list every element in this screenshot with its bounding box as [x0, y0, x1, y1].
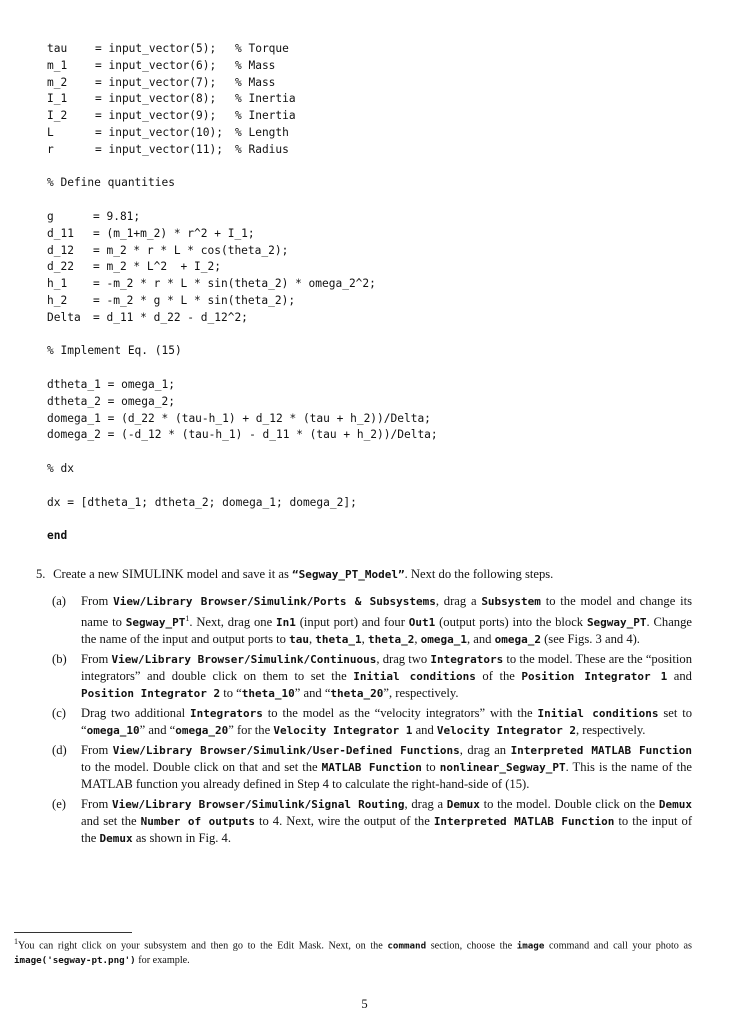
code-line: domega_1 = (d_22 * (tau-h_1) + d_12 * (tau + h_2))/Delta; [47, 411, 431, 425]
code-line: Delta = d_11 * d_22 - d_12^2; [47, 310, 248, 324]
code-line: I_2 = input_vector(9); % Inertia [47, 109, 296, 123]
footnote-ref: 1 [185, 614, 190, 623]
matlab-code-block [47, 41, 687, 545]
substep-e: (e) From View/Library Browser/Simulink/Signal Routing, drag a Demux to the model. Double click on the Demux and set the Number of outputs to 4. Next, wire the output of the Interpreted MATLAB Function to the input of the Demux as shown in Fig. 4. [52, 797, 693, 846]
code-line: domega_2 = (-d_12 * (tau-h_1) - d_11 * (tau + h_2))/Delta; [47, 428, 438, 442]
code-line: L = input_vector(10); % Length [47, 125, 289, 139]
code-line: d_11 = (m_1+m_2) * r^2 + I_1; [47, 226, 255, 240]
step-5: 5. Create a new SIMULINK model and save it as “Segway_PT_Model”. Next do the following steps. [36, 567, 554, 581]
code-end: end [47, 529, 68, 543]
code-line: m_1 = input_vector(6); % Mass [47, 58, 276, 72]
code-line: d_22 = m_2 * L^2 + I_2; [47, 260, 221, 274]
instructions [36, 566, 692, 850]
substep-c: (c) Drag two additional Integrators to the model as the “velocity integrators” with the Initial conditions set to “omega_10” and “omega_20” for the Velocity Integrator 1 and Velocity Integrator 2, respectively. [52, 706, 692, 738]
code-comment: % dx [47, 461, 74, 475]
code-comment: % Define quantities [47, 176, 175, 190]
code-line: d_12 = m_2 * r * L * cos(theta_2); [47, 243, 289, 257]
code-line: r = input_vector(11); % Radius [47, 142, 289, 156]
code-comment: % Implement Eq. (15) [47, 344, 182, 358]
substep-d: (d) From View/Library Browser/Simulink/User-Defined Functions, drag an Interpreted MATLAB Function to the model. Double click on that and set the MATLAB Function to nonlinear_Segway_PT. This is the name of the MATLAB function you already defined in Step 4 to calculate the right-hand-side of (15). [52, 743, 692, 792]
code-line: dx = [dtheta_1; dtheta_2; domega_1; domega_2]; [47, 495, 357, 509]
code-line: dtheta_2 = omega_2; [47, 394, 175, 408]
code-line: tau = input_vector(5); % Torque [47, 42, 289, 55]
code-line: m_2 = input_vector(7); % Mass [47, 75, 276, 89]
code-line: h_2 = -m_2 * g * L * sin(theta_2); [47, 293, 296, 307]
code-line: h_1 = -m_2 * r * L * sin(theta_2) * omega_2^2; [47, 277, 376, 291]
substep-a: (a) From View/Library Browser/Simulink/Ports & Subsystems, drag a Subsystem to the model and change its name to $Segway\_PT^1$. Next, drag one In1 (input port) and four Out1 (output ports) into the block Segway_PT. Change the name of the input and output ports to tau, theta_1, theta_2, omega_1, and omega_2 (see Figs. 3 and 4). [52, 594, 692, 647]
code-line: dtheta_1 = omega_1; [47, 377, 175, 391]
substep-b: (b) From View/Library Browser/Simulink/Continuous, drag two Integrators to the model. These are the “position integrators” and double click on them to set the Initial conditions of the Position Integrator 1 and Position Integrator 2 to “theta_10” and “theta_20”, respectively. [52, 652, 692, 701]
code-line: I_1 = input_vector(8); % Inertia [47, 92, 296, 106]
page-number: 5 [361, 997, 368, 1011]
code-line: g = 9.81; [47, 209, 141, 223]
footnote: $^1$You can right click on your subsystem and then go to the Edit Mask. Next, on the command section, choose the image command and call your photo as image('segway-pt.png') for example. [14, 937, 693, 966]
footnote-rule [14, 932, 132, 933]
